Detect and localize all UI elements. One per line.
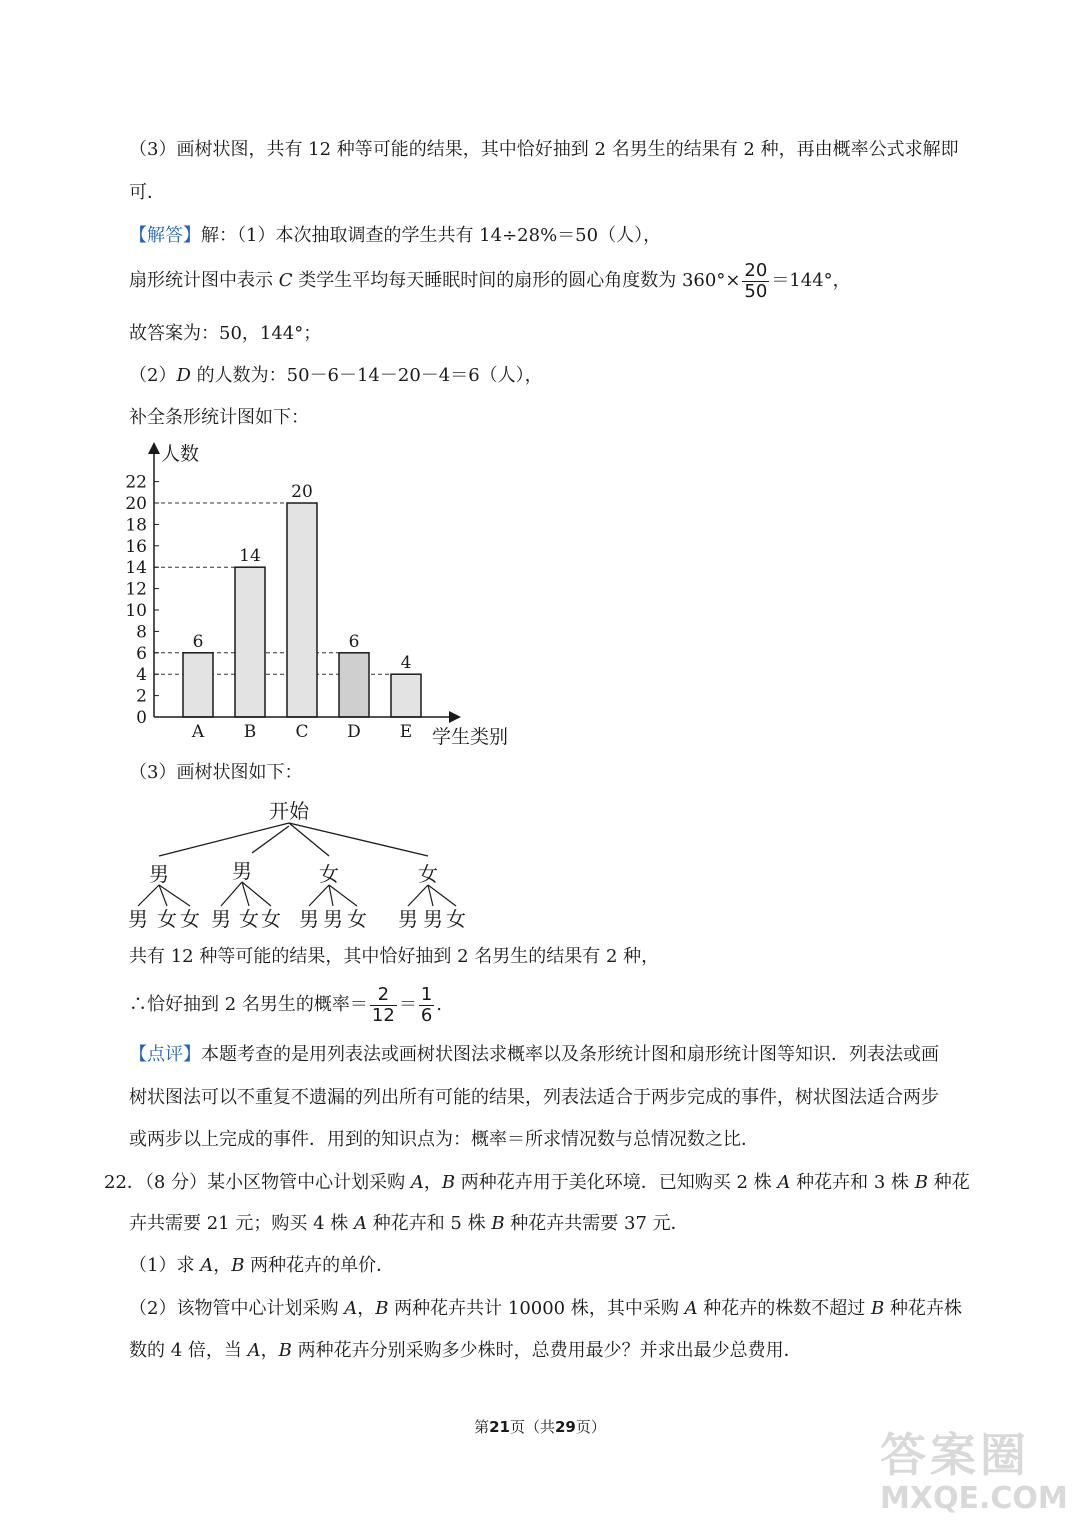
- y-tick-label-20: 20: [125, 494, 147, 514]
- q22-text: 种花卉和 5 株: [366, 1213, 492, 1234]
- category-d: D: [176, 365, 191, 386]
- var-b: B: [278, 1340, 292, 1361]
- y-tick-label-16: 16: [125, 536, 147, 557]
- review-line-2: 树状图法可以不重复不遗漏的列出所有可能的结果，列表法适合于两步完成的事件，树状图法适合两步: [129, 1087, 939, 1108]
- y-tick-label-18: 18: [125, 515, 147, 536]
- page-number: 21: [489, 1418, 510, 1436]
- y-tick-label-2: 2: [136, 686, 147, 707]
- fraction-numerator: 20: [744, 259, 768, 281]
- q22-text: 种花卉共需要 37 元．: [504, 1213, 689, 1234]
- q22-text: 种花: [927, 1172, 970, 1193]
- fraction-2-12: [370, 985, 397, 1026]
- tree-level1-node-2: 女: [319, 862, 339, 886]
- tree-leaf-3-0: 男: [398, 907, 418, 931]
- bar-label-B: 14: [239, 546, 261, 567]
- var-a: A: [410, 1172, 424, 1193]
- answer-text-1: 解：（1）本次抽取调查的学生共有 14÷28%＝50（人），: [201, 225, 662, 246]
- category-label-E: E: [399, 722, 413, 742]
- var-b: B: [871, 1298, 885, 1319]
- category-c: C: [278, 270, 293, 291]
- tree-level1-node-3: 女: [418, 862, 438, 886]
- category-label-B: B: [243, 722, 257, 742]
- q22-text: 种花卉株: [884, 1298, 962, 1319]
- var-b: B: [441, 1172, 456, 1193]
- q22-text: （2）该物管中心计划采购: [129, 1298, 345, 1319]
- y-tick-label-22: 22: [125, 472, 147, 493]
- tree-leaf-2-2: 女: [347, 907, 367, 931]
- y-tick-label-0: 0: [136, 708, 147, 728]
- category-label-C: C: [295, 722, 309, 742]
- fraction-denominator: 12: [371, 1004, 395, 1026]
- tree-leaf-branch-0-0: [138, 885, 159, 906]
- bar-chart: [0, 430, 560, 760]
- review-text-1: 本题考查的是用列表法或画树状图法求概率以及条形统计图和扇形统计图等知识．列表法或画: [201, 1044, 939, 1065]
- q22-text: 数的 4 倍，当: [129, 1340, 248, 1361]
- tree-leaf-3-1: 男: [423, 907, 443, 931]
- y-tick-label-10: 10: [125, 601, 147, 621]
- tree-leaf-1-2: 女: [261, 907, 281, 931]
- tree-leaf-1-0: 男: [211, 907, 231, 931]
- q22-text: 种花卉的株数不超过: [697, 1298, 872, 1319]
- bar-label-D: 6: [348, 631, 360, 652]
- tree-leaf-0-0: 男: [128, 907, 148, 931]
- answer-line-3: 故答案为：50，144°；: [129, 323, 322, 344]
- q22-text: 卉共需要 21 元；购买 4 株: [129, 1213, 354, 1234]
- q22-text: 两种花卉用于美化环境．已知购买 2 株: [455, 1172, 778, 1193]
- fraction-1-6: [419, 985, 434, 1026]
- q22-text: 22．（8 分）某小区物管中心计划采购: [104, 1172, 411, 1193]
- var-a: A: [353, 1213, 367, 1234]
- tree-leaf-branch-2-0: [309, 885, 329, 906]
- tree-root: 开始: [269, 799, 309, 823]
- q22-text: 种花卉和 3 株: [790, 1172, 915, 1193]
- bar-D: [339, 653, 369, 717]
- tree-leaf-2-1: 男: [323, 907, 343, 931]
- footer-text: 页）: [575, 1418, 606, 1436]
- review-tag: 【点评】: [129, 1044, 201, 1065]
- bar-label-A: 6: [192, 631, 204, 652]
- tree-leaf-branch-1-2: [242, 882, 271, 906]
- tree-leaf-branch-0-2: [159, 885, 190, 906]
- y-tick-label-12: 12: [125, 579, 147, 600]
- y-tick-label-8: 8: [136, 622, 147, 643]
- fraction-20-50: [742, 261, 769, 302]
- hint-line-2: 可．: [129, 182, 165, 203]
- answer-text-2a: 扇形统计图中表示: [129, 270, 279, 291]
- q22-text: ，: [213, 1255, 232, 1276]
- bar-A: [183, 653, 213, 717]
- tree-title: （3）画树状图如下：: [129, 762, 303, 783]
- q22-text: 两种花卉共计 10000 株，其中采购: [388, 1298, 685, 1319]
- q22-text: 两种花卉的单价．: [244, 1255, 395, 1276]
- answer-text-2c: ＝144°，: [771, 270, 851, 291]
- tree-leaf-1-1: 女: [239, 907, 259, 931]
- tree-leaf-3-2: 女: [446, 907, 466, 931]
- watermark-logo-text: 答案圈: [880, 1428, 1030, 1482]
- answer-text-2b: 类学生平均每天睡眠时间的扇形的圆心角度数为 360°×: [292, 270, 741, 291]
- review-line-3: 或两步以上完成的事件．用到的知识点为：概率＝所求情况数与总情况数之比．: [129, 1129, 759, 1150]
- var-a: A: [777, 1172, 791, 1193]
- tree-leaf-2-0: 男: [299, 907, 319, 931]
- q22-text: ，: [423, 1172, 442, 1193]
- tree-leaf-branch-3-0: [408, 885, 428, 906]
- q22-part-2: [129, 1297, 962, 1321]
- tree-leaf-0-1: 女: [157, 907, 177, 931]
- footer-text: 第: [474, 1418, 490, 1436]
- q22-line-2: [129, 1212, 689, 1236]
- fraction-numerator: 1: [420, 983, 433, 1005]
- result-text: ∴恰好抽到 2 名男生的概率＝: [129, 994, 368, 1015]
- tree-diagram: [0, 790, 520, 940]
- answer-text-4a: （2）: [129, 365, 177, 386]
- category-label-D: D: [347, 722, 361, 742]
- review-line-1: [129, 1043, 939, 1067]
- q22-text: ，: [357, 1298, 376, 1319]
- watermark-url: MXQE.COM: [880, 1481, 1068, 1516]
- var-b: B: [375, 1298, 389, 1319]
- bar-B: [235, 567, 265, 717]
- bar-label-C: 20: [291, 482, 313, 502]
- var-a: A: [200, 1255, 214, 1276]
- q22-text: 两种花卉分别采购多少株时，总费用最少？并求出最少总费用．: [291, 1340, 802, 1361]
- result-line-2: [129, 980, 442, 1030]
- hint-line-1: （3）画树状图，共有 12 种等可能的结果，其中恰好抽到 2 名男生的结果有 2 种，再由概率公式求解即: [129, 139, 959, 160]
- q22-text: ，: [260, 1340, 279, 1361]
- answer-line-5: 补全条形统计图如下：: [129, 407, 309, 428]
- result-line-1: 共有 12 种等可能的结果，其中恰好抽到 2 名男生的结果有 2 种，: [129, 946, 660, 967]
- var-b: B: [231, 1255, 245, 1276]
- x-axis-label: 学生类别: [432, 726, 509, 748]
- y-axis-label: 人数: [161, 443, 200, 465]
- fraction-numerator: 2: [370, 985, 397, 1006]
- q22-part-1: [129, 1254, 394, 1278]
- var-a: A: [684, 1298, 698, 1319]
- answer-tag: 【解答】: [129, 225, 201, 246]
- tree-level1-node-0: 男: [149, 862, 169, 886]
- tree-leaf-branch-1-0: [221, 882, 242, 906]
- fraction-denominator: 6: [420, 1004, 433, 1026]
- q22-line-1: [104, 1171, 970, 1195]
- category-label-A: A: [191, 722, 205, 742]
- footer-text: 页（共: [509, 1418, 555, 1436]
- tree-leaf-branch-2-2: [329, 885, 357, 906]
- answer-line-4: [129, 364, 543, 388]
- y-tick-label-6: 6: [136, 643, 147, 664]
- tree-level1-node-1: 男: [232, 859, 252, 883]
- y-tick-label-14: 14: [125, 558, 147, 579]
- bar-C: [287, 503, 317, 717]
- q22-part-2-cont: [129, 1339, 802, 1363]
- bar-E: [391, 674, 421, 717]
- var-a: A: [344, 1298, 358, 1319]
- y-tick-label-4: 4: [136, 665, 147, 686]
- q22-text: （1）求: [129, 1255, 201, 1276]
- tree-leaf-0-2: 女: [180, 907, 200, 931]
- var-a: A: [247, 1340, 261, 1361]
- tree-branch-1: [252, 826, 289, 853]
- period: .: [436, 994, 442, 1015]
- var-b: B: [914, 1172, 928, 1193]
- fraction-denominator: 50: [744, 280, 768, 302]
- equals-sign: ＝: [398, 994, 417, 1015]
- answer-line-1: [129, 224, 661, 248]
- watermark: [880, 1430, 1068, 1516]
- answer-text-4b: 的人数为：50－6－14－20－4＝6（人），: [190, 365, 543, 386]
- bar-label-E: 4: [400, 653, 412, 674]
- total-pages: 29: [555, 1418, 576, 1436]
- var-b: B: [491, 1213, 505, 1234]
- answer-line-2: [129, 256, 851, 306]
